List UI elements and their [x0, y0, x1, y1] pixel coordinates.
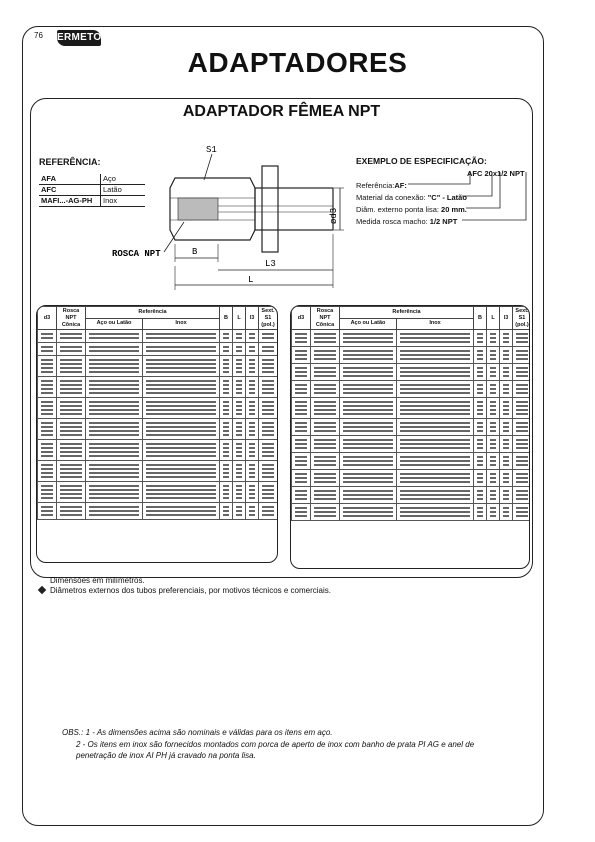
thread-label: ROSCA NPT — [112, 249, 161, 259]
header-inox: Inox — [397, 318, 474, 330]
table-row — [38, 419, 278, 440]
obs-note-3: penetração de inox AI PH já cravado na ponta lisa. — [76, 751, 256, 760]
reference-heading: REFERÊNCIA: — [39, 157, 101, 167]
example-line: Material da conexão: "C" - Latão — [356, 193, 467, 202]
dimensions-table-right — [290, 305, 530, 569]
header-d3: d3 — [292, 307, 311, 330]
s1-label: S1 — [206, 145, 217, 155]
tube-end-shape — [255, 188, 333, 230]
obs-note-2: 2 - Os itens em inox são fornecidos montados com porca de aperto de inox com banho de prata PI AG e anel de — [76, 740, 475, 749]
page-title: ADAPTADORES — [187, 47, 408, 78]
table-left — [37, 306, 278, 520]
table-row — [292, 453, 531, 470]
header-rosca: Rosca NPT Cônica — [311, 307, 340, 330]
table-row — [38, 440, 278, 461]
l3-label: L3 — [265, 259, 276, 269]
preferred-note: Diâmetros externos dos tubos preferenciais, por motivos técnicos e comerciais. — [50, 586, 332, 595]
adapter-drawing — [100, 140, 350, 300]
header-aco-latao: Aço ou Latão — [86, 318, 143, 330]
table-row — [38, 330, 278, 343]
table-row — [292, 364, 531, 381]
example-code-part: AFC — [467, 169, 483, 178]
example-line: Medida rosca macho: 1/2 NPT — [356, 217, 458, 226]
table-row — [38, 503, 278, 520]
header-rosca: Rosca NPT Cônica — [57, 307, 86, 330]
dimensions-note: Dimensões em milímetros. — [50, 576, 145, 585]
table-row — [38, 343, 278, 356]
table-body-left — [38, 330, 278, 520]
header-l3: l3 — [500, 307, 513, 330]
header-l: L — [233, 307, 246, 330]
reference-material: Aço — [101, 174, 146, 185]
table-row — [292, 398, 531, 419]
example-code-part: 1/2 NPT — [497, 169, 525, 178]
table-row — [38, 377, 278, 398]
table-row — [292, 504, 531, 521]
example-line: Diâm. externo ponta lisa: 20 mm. — [356, 205, 467, 214]
table-row — [38, 461, 278, 482]
table-row — [292, 470, 531, 487]
table-row — [292, 330, 531, 347]
reference-code: MAFI...-AG-PH — [39, 196, 101, 207]
header-l3: l3 — [246, 307, 259, 330]
table-row — [292, 347, 531, 364]
header-b: B — [220, 307, 233, 330]
table-row — [38, 398, 278, 419]
collar-shape — [262, 166, 278, 252]
table-row — [292, 487, 531, 504]
table-row — [38, 482, 278, 503]
b-label: B — [192, 247, 198, 257]
header-b: B — [474, 307, 487, 330]
l-label: L — [248, 275, 254, 285]
reference-material: Inox — [101, 196, 146, 207]
reference-material: Latão — [101, 185, 146, 196]
example-heading: EXEMPLO DE ESPECIFICAÇÃO: — [356, 156, 487, 166]
brand-logo: ERMETO — [57, 30, 101, 46]
table-row — [292, 436, 531, 453]
example-line: Referência:AF: — [356, 181, 407, 190]
table-header-row — [38, 307, 278, 319]
table-row — [38, 356, 278, 377]
header-sext: Sext. S1 (pol.) — [513, 307, 531, 330]
d3-label: ød3 — [329, 207, 339, 224]
table-row — [292, 381, 531, 398]
header-l: L — [487, 307, 500, 330]
example-leader-lines — [400, 170, 535, 230]
header-referencia: Referência — [86, 307, 220, 319]
reference-code: AFC — [39, 185, 101, 196]
table-header-row — [292, 307, 531, 319]
obs-note-1: OBS.: 1 - As dimensões acima são nominais e válidas para os itens em aço. — [62, 728, 333, 737]
page-number: 76 — [34, 31, 43, 40]
header-d3: d3 — [38, 307, 57, 330]
section-title: ADAPTADOR FÊMEA NPT — [182, 103, 381, 120]
reference-code: AFA — [39, 174, 101, 185]
table-row — [292, 419, 531, 436]
header-sext: Sext. S1 (pol.) — [259, 307, 278, 330]
example-code-part: 20x — [484, 169, 498, 178]
table-right — [291, 306, 530, 521]
header-inox: Inox — [143, 318, 220, 330]
header-aco-latao: Aço ou Latão — [340, 318, 397, 330]
table-body-right — [292, 330, 531, 521]
dimensions-table-left — [36, 305, 278, 563]
thread-section — [178, 198, 218, 220]
header-referencia: Referência — [340, 307, 474, 319]
